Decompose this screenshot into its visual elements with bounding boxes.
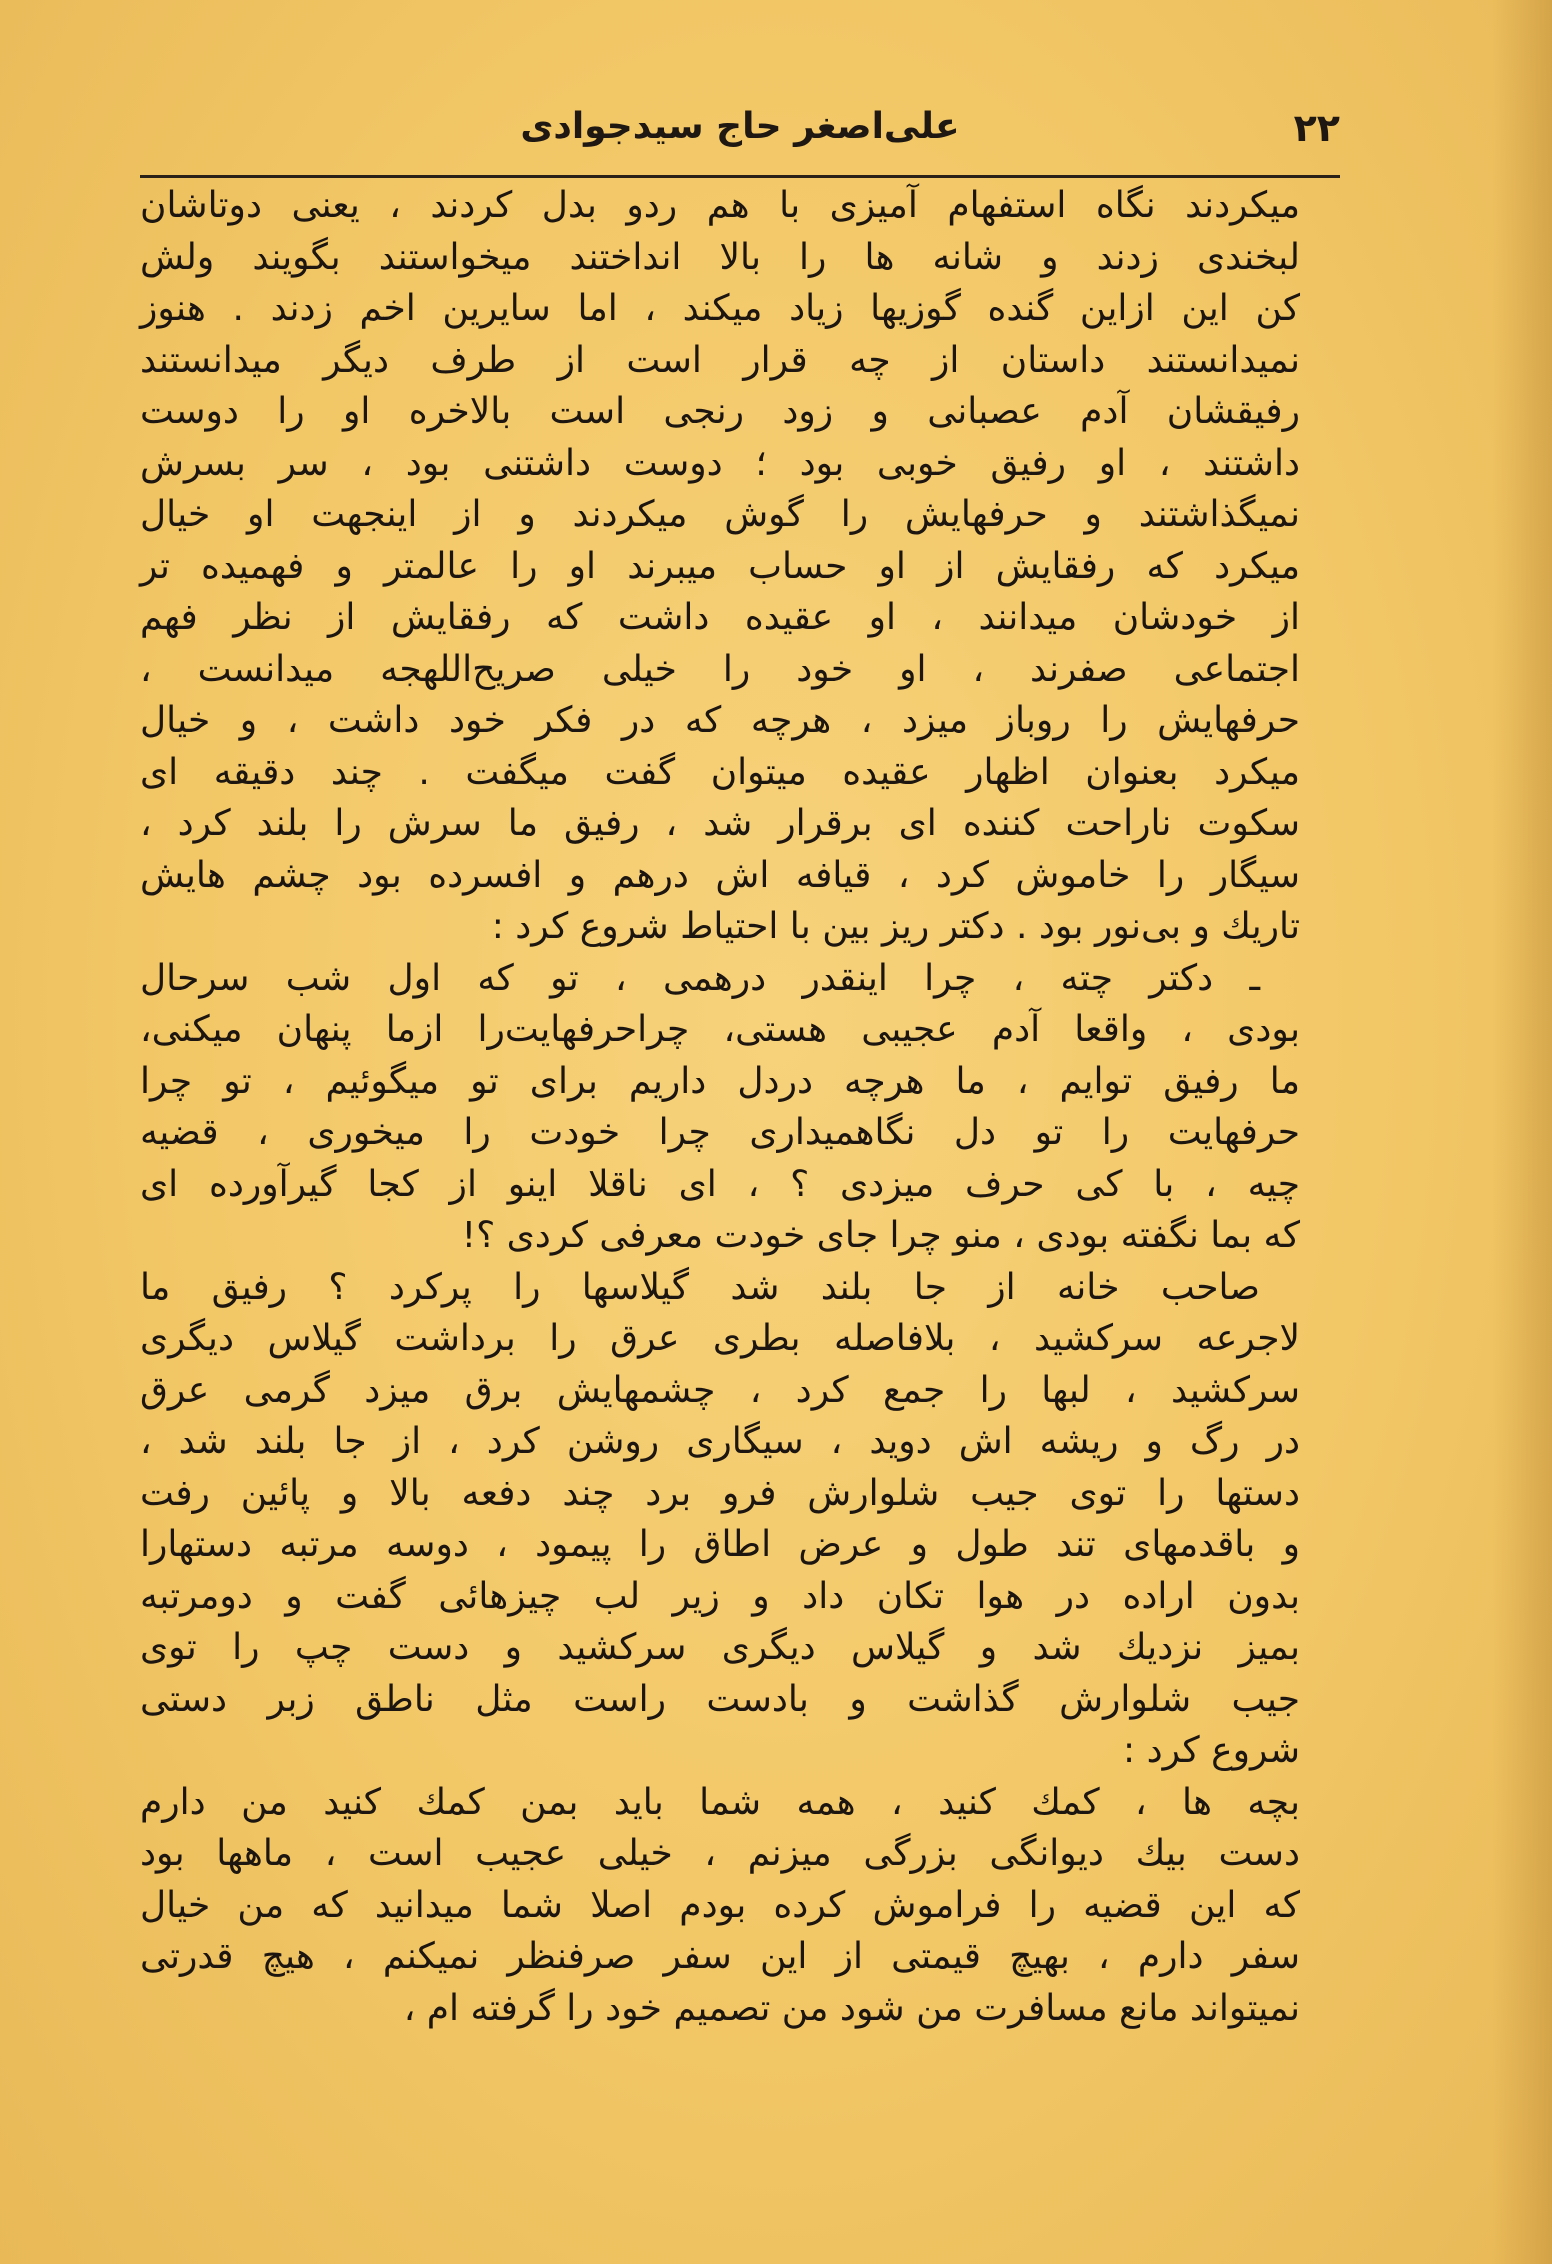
text-line: جیب شلوارش گذاشت و بادست راست مثل ناطق زبر دستی: [140, 1678, 1300, 1720]
text-line: بودی ، واقعا آدم عجیبی هستی، چراحرفهایت‌را ازما پنهان میکنی،: [140, 1009, 1300, 1050]
text-line: لاجرعه سرکشید ، بلافاصله بطری عرق را برداشت گیلاس دیگری: [140, 1318, 1300, 1359]
text-line: نمیگذاشتند و حرفهایش را گوش میکردند و از اینجهت او خیال: [140, 494, 1300, 535]
text-line: دستها را توی جیب شلوارش فرو برد چند دفعه بالا و پائین رفت: [140, 1472, 1300, 1514]
text-line: از خودشان میدانند ، او عقیده داشت که رفقایش از نظر فهم: [140, 597, 1300, 638]
text-line: اجتماعی صفرند ، او خود را خیلی صریح‌اللهجه میدانست ،: [140, 648, 1300, 690]
text-line: سرکشید ، لبها را جمع کرد ، چشمهایش برق میزد گرمی عرق: [140, 1369, 1300, 1411]
text-line: داشتند ، او رفیق خوبی بود ؛ دوست داشتنی بود ، سر بسرش: [140, 442, 1300, 484]
text-line: سکوت ناراحت کننده ای برقرار شد ، رفیق ما سرش را بلند کرد ،: [140, 803, 1300, 844]
text-line: شروع کرد :: [1123, 1730, 1300, 1771]
text-line: در رگ و ریشه اش دوید ، سیگاری روشن کرد ، از جا بلند شد ،: [140, 1421, 1300, 1462]
text-line: حرفهایت را تو دل نگاهمیداری چرا خودت را میخوری ، قضیه: [140, 1112, 1300, 1153]
text-line: چیه ، با کی حرف میزدی ؟ ، ای ناقلا اینو از کجا گیرآورده ای: [140, 1163, 1300, 1205]
text-line: صاحب خانه از جا بلند شد گیلاسها را پرکرد ؟ رفیق ما: [140, 1266, 1260, 1308]
text-line: ـ دکتر چته ، چرا اینقدر درهمی ، تو که اول شب سرحال: [140, 957, 1260, 999]
page-number: ۲۲: [1293, 106, 1340, 150]
text-line: تاریك و بی‌نور بود . دکتر ریز بین با احتیاط شروع کرد :: [491, 906, 1300, 947]
text-line: و باقدمهای تند طول و عرض اطاق را پیمود ، دوسه مرتبه دستهارا: [140, 1524, 1300, 1565]
page-spine-shadow: [1492, 0, 1552, 2264]
text-line: نمیتواند مانع مسافرت من شود من تصمیم خود را گرفته ام ،: [403, 1987, 1300, 2029]
text-line: میکردند نگاه استفهام آمیزی با هم ردو بدل کردند ، یعنی دوتاشان: [140, 185, 1300, 226]
running-title: علی‌اصغر حاج سیدجوادی: [520, 106, 960, 147]
text-line: لبخندی زدند و شانه ها را بالا انداختند میخواستند بگویند ولش: [140, 236, 1300, 278]
text-line: میکرد بعنوان اظهار عقیده میتوان گفت میگفت . چند دقیقه ای: [140, 751, 1300, 793]
text-line: که بما نگفته بودی ، منو چرا جای خودت معرفی کردی ؟!: [461, 1215, 1300, 1256]
text-line: بمیز نزدیك شد و گیلاس دیگری سرکشید و دست چپ را توی: [140, 1627, 1300, 1668]
page-header: [140, 106, 1340, 166]
text-line: رفیقشان آدم عصبانی و زود رنجی است بالاخره او را دوست: [140, 391, 1300, 432]
text-line: سفر دارم ، بهیچ قیمتی از این سفر صرفنظر نمیکنم ، هیچ قدرتی: [140, 1936, 1300, 1977]
text-line: دست بیك دیوانگی بزرگی میزنم ، خیلی عجیب است ، ماهها بود: [140, 1833, 1300, 1874]
text-line: نمیدانستند داستان از چه قرار است از طرف دیگر میدانستند: [140, 339, 1300, 381]
body-text: [140, 180, 1300, 2034]
text-line: ما رفیق توایم ، ما هرچه دردل داریم برای تو میگوئیم ، تو چرا: [140, 1060, 1300, 1102]
text-line: که این قضیه را فراموش کرده بودم اصلا شما میدانید که من خیال: [140, 1884, 1300, 1926]
header-rule: [140, 175, 1340, 178]
text-line: حرفهایش را روباز میزد ، هرچه که در فکر خود داشت ، و خیال: [140, 700, 1300, 741]
text-line: کن این ازاین گنده گوزیها زیاد میکند ، اما سایرین اخم زدند . هنوز: [140, 288, 1300, 329]
text-line: سیگار را خاموش کرد ، قیافه اش درهم و افسرده بود چشم هایش: [140, 854, 1300, 896]
text-line: بچه ها ، کمك کنید ، همه شما باید بمن کمك کنید من دارم: [140, 1781, 1300, 1823]
text-line: میکرد که رفقایش از او حساب میبرند او را عالمتر و فهمیده تر: [140, 545, 1300, 587]
text-line: بدون اراده در هوا تکان داد و زیر لب چیزهائی گفت و دومرتبه: [140, 1575, 1300, 1617]
